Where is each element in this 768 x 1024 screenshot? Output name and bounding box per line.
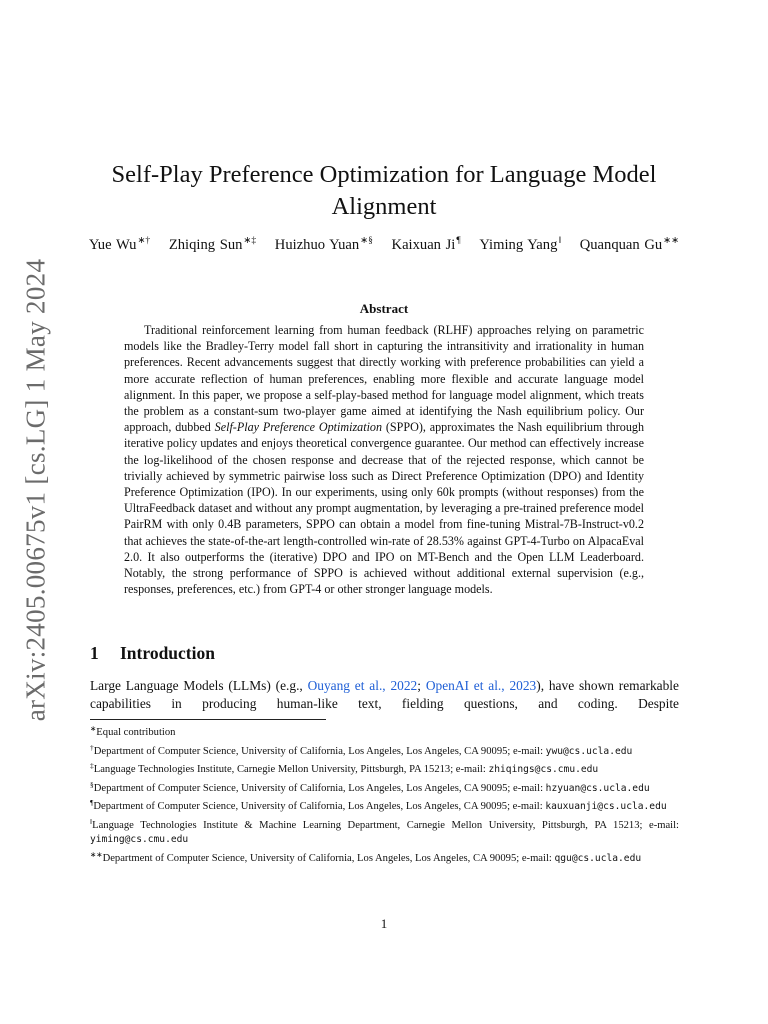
- footnote-mark: ∗∗: [90, 849, 103, 859]
- intro-text: ), have shown remarkable capabilities in producing human-like text, fielding questions, and coding. Despite: [90, 678, 679, 712]
- footnote-text: Language Technologies Institute, Carnegie Mellon University, Pittsburgh, PA 15213; e-mail:: [93, 764, 486, 775]
- section-title: Introduction: [120, 643, 215, 663]
- author: [479, 237, 561, 253]
- abstract-text: (SPPO), approximates the Nash equilibrium through iterative policy updates and enjoys theoretical convergence guarantee. Our method can effectively increase the log-likelihood of the chosen response and decrease that of the rejected response, which cannot be trivially achieved by symmetric pairwise loss such as Direct Preference Optimization (DPO) and Identity Preference Optimization (IPO). In our experiments, using only 60k prompts (without responses) from the UltraFeedback dataset and without any prompt augmentation, by leveraging a pre-trained preference model PairRM with only 0.4B parameters, SPPO can obtain a model from fine-tuning Mistral-7B-Instruct-v0.2 that achieves the state-of-the-art length-controlled win-rate of 28.53% against GPT-4-Turbo on AlpacaEval 2.0. It also outperforms the (iterative) DPO and IPO on MT-Bench and the Open LLM Leaderboard. Notably, the strong performance of SPPO is achieved without additional external supervision (e.g., responses, preferences, etc.) from GPT-4 or other stronger language models.: [124, 420, 644, 597]
- paper-title: Self-Play Preference Optimization for Language Model Alignment: [111, 161, 657, 221]
- author-affiliation-marks: ∗‡: [243, 236, 257, 246]
- footnote-text: Department of Computer Science, University of California, Los Angeles, Los Angeles, CA 90095; e-mail:: [93, 801, 543, 812]
- footnote-email: qgu@cs.ucla.edu: [554, 852, 642, 864]
- footnote-mark: ¶: [90, 798, 94, 807]
- author: [275, 237, 373, 253]
- abstract-body: [124, 322, 644, 597]
- footnote: [90, 778, 679, 797]
- abstract-heading: Abstract: [359, 301, 409, 316]
- section-number: 1: [90, 643, 99, 663]
- page-number: 1: [380, 916, 388, 931]
- footnote-text: Language Technologies Institute & Machine Learning Department, Carnegie Mellon University, Pittsburgh, PA 15213; e-mail:: [92, 819, 679, 831]
- footnote-mark: †: [90, 742, 94, 752]
- abstract-text: Traditional reinforcement learning from human feedback (RLHF) approaches relying on parametric models like the Bradley-Terry model fall short in capturing the intransitivity and irrationality in human preferences. Recent advancements suggest that directly working with preference probabilities can yield a more accurate reflection of human preferences, enabling more flexible and accurate language model alignment. In this paper, we propose a self-play-based method for language model alignment, which treats the problem as a constant-sum two-player game aimed at identifying the Nash equilibrium policy. Our approach, dubbed: [124, 323, 644, 435]
- footnote: [90, 848, 679, 867]
- author-affiliation-marks: ∗∗: [663, 236, 680, 246]
- footnote-text: Department of Computer Science, University of California, Los Angeles, Los Angeles, CA 90095; e-mail:: [93, 745, 544, 757]
- author-list: [80, 231, 688, 255]
- author-affiliation-marks: ∗§: [360, 236, 373, 246]
- author-name: Quanquan Gu: [579, 237, 663, 253]
- footnote-email: ywu@cs.ucla.edu: [545, 745, 633, 757]
- section-heading: [90, 642, 590, 664]
- footnote-email: kauxuanji@cs.ucla.edu: [545, 801, 667, 812]
- author-name: Huizhuo Yuan: [274, 237, 360, 253]
- footnote: [90, 815, 679, 848]
- author: [580, 237, 679, 253]
- author: [89, 237, 150, 253]
- footnote-text: Department of Computer Science, University of California, Los Angeles, Los Angeles, CA 90095; e-mail:: [102, 852, 552, 864]
- author-name: Yiming Yang: [479, 237, 558, 253]
- intro-text: Large Language Models (LLMs) (e.g.,: [90, 678, 303, 693]
- footnote-mark: ‡: [90, 761, 94, 770]
- citation-separator: ;: [417, 678, 421, 693]
- author: [169, 237, 256, 253]
- citation-link[interactable]: Ouyang et al., 2022: [307, 678, 418, 693]
- footnote: [90, 741, 679, 760]
- author-affiliation-marks: ‖: [558, 236, 562, 246]
- author-name: Zhiqing Sun: [168, 237, 243, 253]
- footnote-divider: [90, 719, 326, 720]
- abstract-method-name: Self-Play Preference Optimization: [214, 420, 383, 435]
- author-affiliation-marks: ∗†: [137, 236, 151, 246]
- author-affiliation-marks: ¶: [456, 236, 461, 246]
- footnote: [90, 722, 679, 741]
- footnote-mark: ∗: [90, 724, 97, 733]
- footnote-mark: §: [90, 779, 94, 789]
- footnotes: [90, 722, 679, 866]
- footnote-text: Equal contribution: [96, 727, 176, 738]
- arxiv-identifier-stamp: arXiv:2405.00675v1 [cs.LG] 1 May 2024: [20, 258, 51, 722]
- introduction-paragraph: [90, 677, 679, 713]
- footnote-text: Department of Computer Science, University of California, Los Angeles, Los Angeles, CA 90095; e-mail:: [93, 782, 544, 794]
- author-name: Yue Wu: [88, 237, 137, 253]
- footnote-mark: ‖: [90, 816, 93, 826]
- footnote-email: zhiqings@cs.cmu.edu: [488, 764, 599, 775]
- author-name: Kaixuan Ji: [391, 237, 456, 253]
- author: [392, 237, 461, 253]
- citation-link[interactable]: OpenAI et al., 2023: [425, 678, 537, 693]
- footnote: [90, 759, 679, 778]
- footnote-email: hzyuan@cs.ucla.edu: [545, 782, 650, 794]
- footnote: [90, 796, 679, 815]
- footnote-email: yiming@cs.cmu.edu: [90, 834, 189, 845]
